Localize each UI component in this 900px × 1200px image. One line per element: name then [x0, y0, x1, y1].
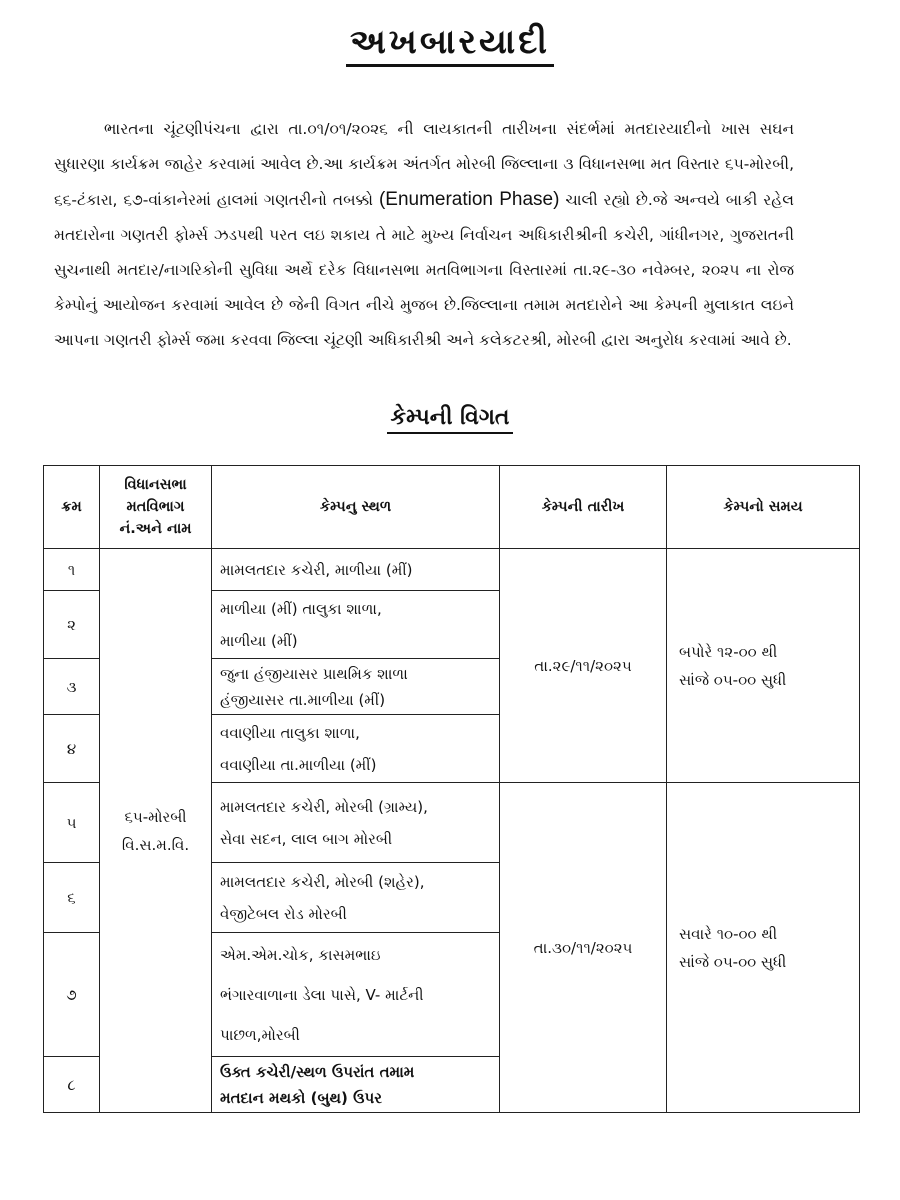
row-sr: ૨: [44, 591, 100, 659]
header-camp-date: કેમ્પની તારીખ: [500, 466, 667, 549]
press-note-paragraph: ભારતના ચૂંટણીપંચના દ્વારા તા.૦૧/૦૧/૨૦૨૬ ની લાયકાતની તારીખના સંદર્ભમાં મતદારયાદીનો ખાસ સઘન સુધારણા કાર્યક્રમ જાહેર કરવામાં આવેલ છે.આ કાર્યક્રમ અંતર્ગત મોરબી જિલ્લાના ૩ વિધાનસભા મત વિસ્તાર ૬૫-મોરબી, ૬૬-ટંકારા, ૬૭-વાંકાનેરમાં હાલમાં ગણતરીનો તબક્કો (Enumeration Phase) ચાલી રહ્યો છે.જે અન્વયે બાકી રહેલ મતદારોના ગણતરી ફોર્મ્સ ઝડપથી પરત લઇ શકાય તે માટે મુખ્ય નિર્વાચન અધિકારીશ્રીની કચેરી, ગાંધીનગર, ગુજરાતની સુચનાથી મતદાર/નાગરિકોની સુવિધા અર્થે દરેક વિધાનસભા મતવિભાગના વિસ્તારમાં તા.૨૯-૩૦ નવેમ્બર, ૨૦૨૫ ના રોજ કેમ્પોનું આયોજન કરવામાં આવેલ છે જેની વિગત નીચે મુજબ છે.જિલ્લાના તમામ મતદારોને આ કેમ્પની મુલાકાત લઇને આપના ગણતરી ફોર્મ્સ જમા કરવવા જિલ્લા ચૂંટણી અધિકારીશ્રી અને કલેકટરશ્રી, મોરબી દ્વારા અનુરોધ કરવામાં આવે છે.: [54, 120, 794, 349]
constituency-name: ૬૫-મોરબી: [124, 807, 187, 826]
camp-place: મામલતદાર કચેરી, મોરબી (ગ્રામ્ય), સેવા સદન, લાલ બાગ મોરબી: [212, 783, 500, 863]
row-sr: ૩: [44, 659, 100, 715]
row-sr: ૭: [44, 933, 100, 1057]
camp-date-2: તા.૩૦/૧૧/૨૦૨૫: [500, 783, 667, 1113]
camp-time-2: સવારે ૧૦-૦૦ થી સાંજે ૦૫-૦૦ સુધી: [667, 783, 860, 1113]
camp-place: જુના હંજીયાસર પ્રાથમિક શાળા હંજીયાસર તા.માળીયા (મીં): [212, 659, 500, 715]
camp-table: [43, 465, 860, 1113]
row-sr: ૪: [44, 715, 100, 783]
camp-place: વવાણીયા તાલુકા શાળા, વવાણીયા તા.માળીયા (મીં): [212, 715, 500, 783]
table-row: [44, 549, 860, 591]
camp-place: મામલતદાર કચેરી, મોરબી (શહેર), વેજીટેબલ રોડ મોરબી: [212, 863, 500, 933]
camp-place: એમ.એમ.ચોક, કાસમભાઇ ભંગારવાળાના ડેલા પાસે, V- માર્ટની પાછળ,મોરબી: [212, 933, 500, 1057]
row-sr: ૧: [44, 549, 100, 591]
header-sr: ક્રમ: [44, 466, 100, 549]
table-header-row: [44, 466, 860, 549]
camp-time-1: બપોરે ૧૨-૦૦ થી સાંજે ૦૫-૦૦ સુધી: [667, 549, 860, 783]
camp-date-1: તા.૨૯/૧૧/૨૦૨૫: [500, 549, 667, 783]
constituency-cell: [100, 549, 212, 1113]
camp-place: મામલતદાર કચેરી, માળીયા (મીં): [212, 549, 500, 591]
page-title: અખબારયાદી: [0, 22, 900, 62]
camp-details-heading: કેમ્પની વિગત: [0, 405, 900, 430]
header-camp-time: કેમ્પનો સમય: [667, 466, 860, 549]
camp-place: ઉક્ત કચેરી/સ્થળ ઉપરાંત તમામ મતદાન મથકો (બુથ) ઉપર: [212, 1057, 500, 1113]
constituency-type: વિ.સ.મ.વિ.: [121, 835, 190, 854]
header-camp-place: કેમ્પનુ સ્થળ: [212, 466, 500, 549]
row-sr: ૬: [44, 863, 100, 933]
header-constituency: વિધાનસભા મતવિભાગ નં.અને નામ: [100, 466, 212, 549]
row-sr: ૮: [44, 1057, 100, 1113]
camp-place: માળીયા (મીં) તાલુકા શાળા, માળીયા (મીં): [212, 591, 500, 659]
row-sr: ૫: [44, 783, 100, 863]
